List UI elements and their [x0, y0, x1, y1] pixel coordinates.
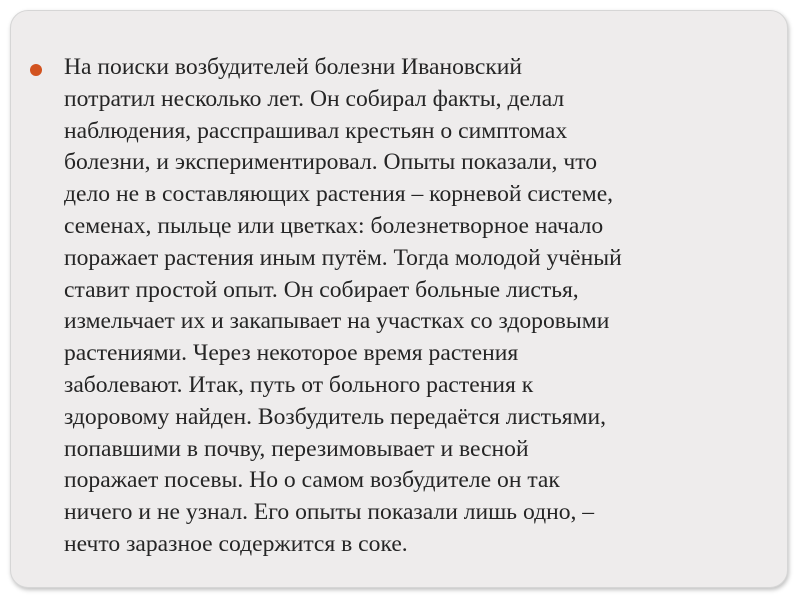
circle-bullet-icon [30, 64, 42, 76]
bullet-paragraph: На поиски возбудителей болезни Ивановский потратил несколько лет. Он собирал факты, делал наблюдения, расспрашивал крестьян о симптомах болезни, и экспериментировал. Опыты показали, что дело не в составляющих растения – корневой системе, семенах, пыльце или цветках: болезнетворное начало поражает растения иным путём. Тогда молодой учёный ставит простой опыт. Он собирает больные листья, измельчает их и закапывает на участках со здоровыми растениями. Через некоторое время растения заболевают. Итак, путь от больного растения к здоровому найден. Возбудитель передаётся листьями, попавшими в почву, перезимовывает и весной поражает посевы. Но о самом возбудителе он так ничего и не узнал. Его опыты показали лишь одно, – нечто заразное содержится в соке. [64, 54, 622, 557]
